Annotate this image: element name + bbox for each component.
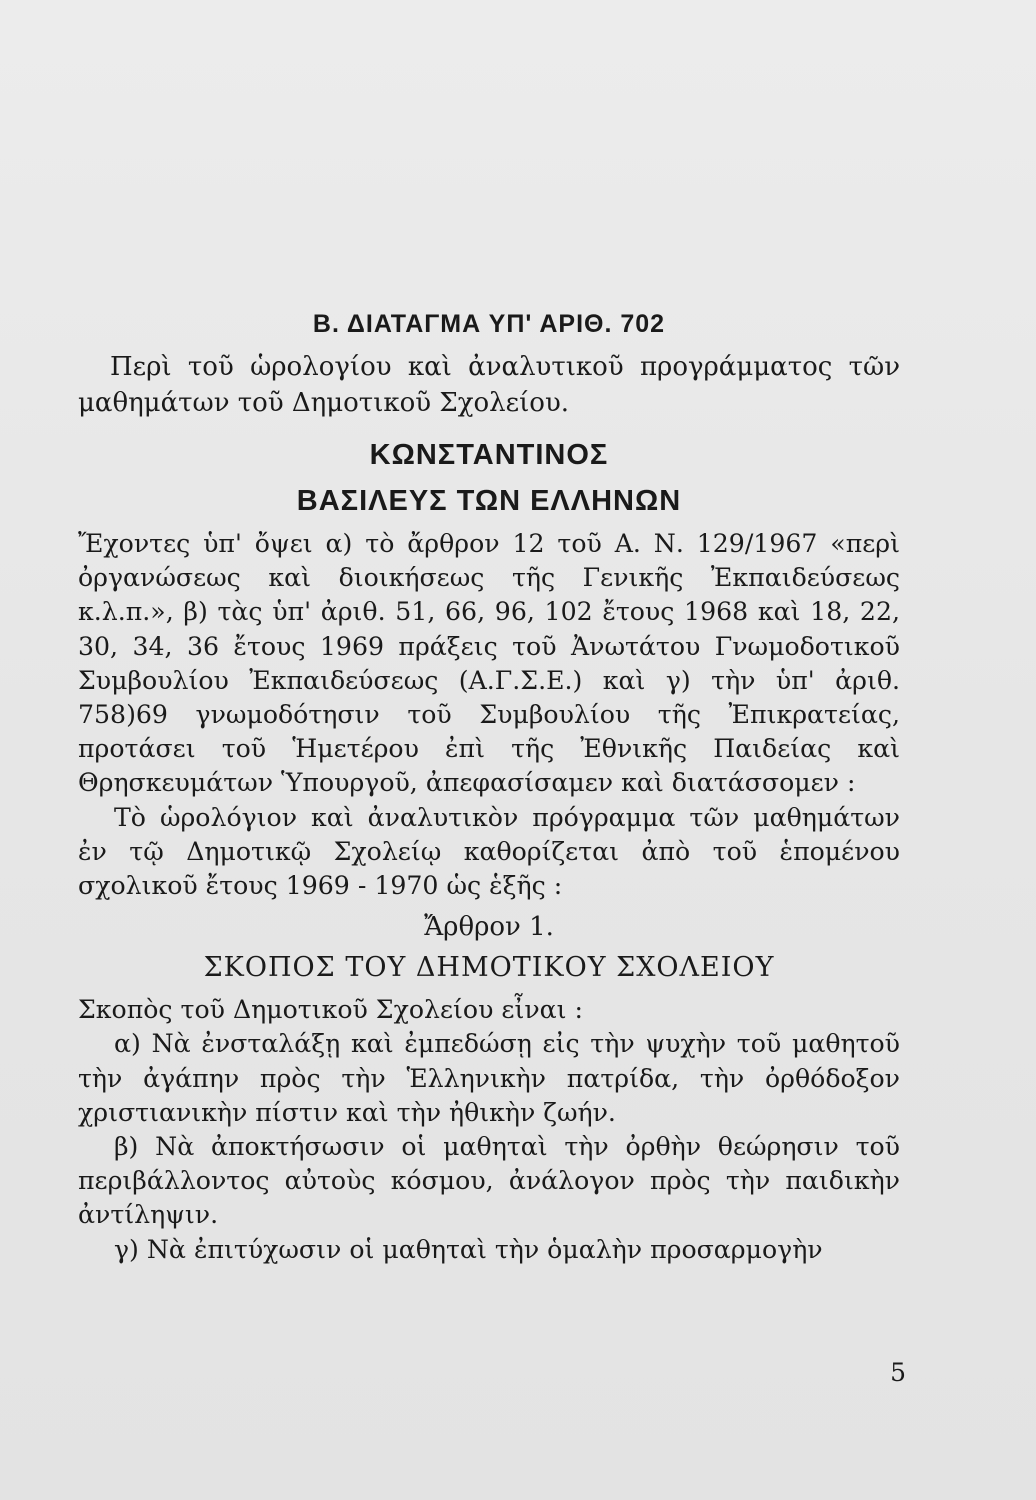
purpose-item-b: β) Νὰ ἀποκτήσωσιν οἱ μαθηταὶ τὴν ὀρθὴν θεώρησιν τοῦ περιβάλλοντος αὐτοὺς κόσμου, ἀνάλογον πρὸς τὴν παιδικὴν ἀντίληψιν. [78,1132,900,1230]
decree-reference-heading: Β. ΔΙΑΤΑΓΜΑ ΥΠ' ΑΡΙΘ. 702 [312,310,666,338]
document-body [78,310,900,1267]
purpose-intro: Σκοπὸς τοῦ Δημοτικοῦ Σχολείου εἶναι : [78,995,584,1025]
king-title: ΒΑΣΙΛΕΥΣ ΤΩΝ ΕΛΛΗΝΩΝ [296,485,682,517]
section-title: ΣΚΟΠΟΣ ΤΟΥ ΔΗΜΟΤΙΚΟΥ ΣΧΟΛΕΙΟΥ [203,952,775,984]
purpose-item-c: γ) Νὰ ἐπιτύχωσιν οἱ μαθηταὶ τὴν ὁμαλὴν προσαρμογὴν [114,1234,823,1264]
page-number: 5 [890,1358,906,1387]
decree-intro-paragraph: Τὸ ὡρολόγιον καὶ ἀναλυτικὸν πρόγραμμα τῶν μαθημάτων ἐν τῷ Δημοτικῷ Σχολείῳ καθορίζεται ἀπὸ τοῦ ἑπομένου σχολικοῦ ἔτους 1969 - 1970 ὡς ἑξῆς : [78,802,900,901]
article-label: Ἄρθρον 1. [424,912,554,943]
preamble-paragraph: Ἔχοντες ὑπ' ὄψει α) τὸ ἄρθρον 12 τοῦ Α. Ν. 129/1967 «περὶ ὀργανώσεως καὶ διοικήσεως τῆς Γενικῆς Ἐκπαιδεύσεως κ.λ.π.», β) τὰς ὑπ' ἀριθ. 51, 66, 96, 102 ἔτους 1968 καὶ 18, 22, 30, 34, 36 ἔτους 1969 πράξεις τοῦ Ἀνωτάτου Γνωμοδοτικοῦ Συμβουλίου Ἐκπαιδεύσεως (Α.Γ.Σ.Ε.) καὶ γ) τὴν ὑπ' ἀριθ. 758)69 γνωμοδότησιν τοῦ Συμβουλίου τῆς Ἐπικρατείας, προτάσει τοῦ Ἡμετέρου ἐπὶ τῆς Ἐθνικῆς Παιδείας καὶ Θρησκευμάτων Ὑπουργοῦ, ἀπεφασίσαμεν καὶ διατάσσομεν : [78,529,900,798]
king-name: ΚΩΝΣΤΑΝΤΙΝΟΣ [369,439,609,471]
purpose-item-a: α) Νὰ ἐνσταλάξῃ καὶ ἐμπεδώσῃ εἰς τὴν ψυχὴν τοῦ μαθητοῦ τὴν ἀγάπην πρὸς τὴν Ἑλληνικὴν πατρίδα, τὴν ὀρθόδοξον χριστιανικὴν πίστιν καὶ τὴν ἠθικὴν ζωήν. [78,1029,900,1127]
decree-subject: Περὶ τοῦ ὡρολογίου καὶ ἀναλυτικοῦ προγράμματος τῶν μαθημάτων τοῦ Δημοτικοῦ Σχολείου. [78,352,900,418]
